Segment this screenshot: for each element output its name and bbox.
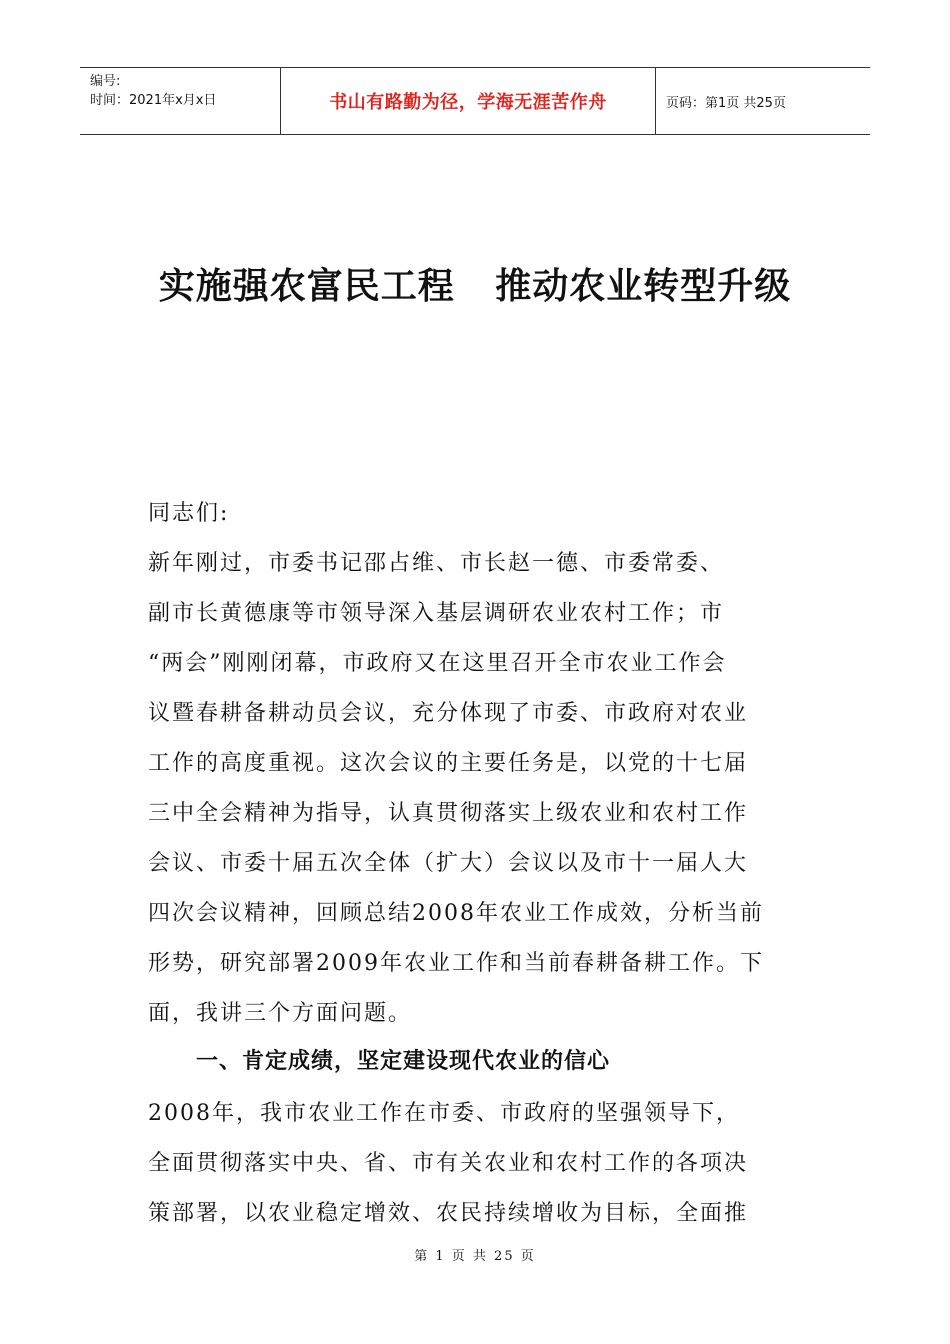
paragraph1-line: 会议、市委十届五次全体（扩大）会议以及市十一届人大 <box>148 851 749 876</box>
header-motto-cell <box>280 68 656 134</box>
document-number-label: 编号: <box>90 74 121 89</box>
document-header <box>80 67 870 135</box>
page-footer: 第 1 页 共 25 页 <box>414 1249 536 1264</box>
paragraph1-line: “两会”刚刚闭幕，市政府又在这里召开全市农业工作会 <box>148 651 727 676</box>
salutation: 同志们: <box>148 501 230 526</box>
paragraph1-line: 副市长黄德康等市领导深入基层调研农业农村工作；市 <box>148 601 725 626</box>
paragraph1-line: 工作的高度重视。这次会议的主要任务是，以党的十七届 <box>148 751 749 776</box>
paragraph1-line: 形势，研究部署2009年农业工作和当前春耕备耕工作。下 <box>148 951 764 976</box>
paragraph2-line: 策部署，以农业稳定增效、农民持续增收为目标，全面推 <box>148 1201 749 1226</box>
section-heading: 一、肯定成绩，坚定建设现代农业的信心 <box>196 1049 611 1074</box>
document-time-label: 时间：2021年x月x日 <box>90 93 217 108</box>
paragraph1-line: 新年刚过，市委书记邵占维、市长赵一德、市委常委、 <box>148 551 725 576</box>
paragraph2-line: 全面贯彻落实中央、省、市有关农业和农村工作的各项决 <box>148 1151 749 1176</box>
paragraph1-line: 四次会议精神，回顾总结2008年农业工作成效，分析当前 <box>148 901 764 926</box>
header-motto: 书山有路勤为径，学海无涯苦作舟 <box>329 92 607 113</box>
document-title: 实施强农富民工程 推动农业转型升级 <box>158 266 792 307</box>
header-page-cell <box>656 68 870 134</box>
header-meta <box>80 68 280 134</box>
paragraph1-line: 议暨春耕备耕动员会议，充分体现了市委、市政府对农业 <box>148 701 749 726</box>
paragraph1-line: 面，我讲三个方面问题。 <box>148 1001 413 1026</box>
paragraph1-line: 三中全会精神为指导，认真贯彻落实上级农业和农村工作 <box>148 801 749 826</box>
paragraph2-line: 2008年，我市农业工作在市委、市政府的坚强领导下， <box>148 1101 740 1126</box>
header-page-info: 页码：第1页 共25页 <box>666 95 786 111</box>
